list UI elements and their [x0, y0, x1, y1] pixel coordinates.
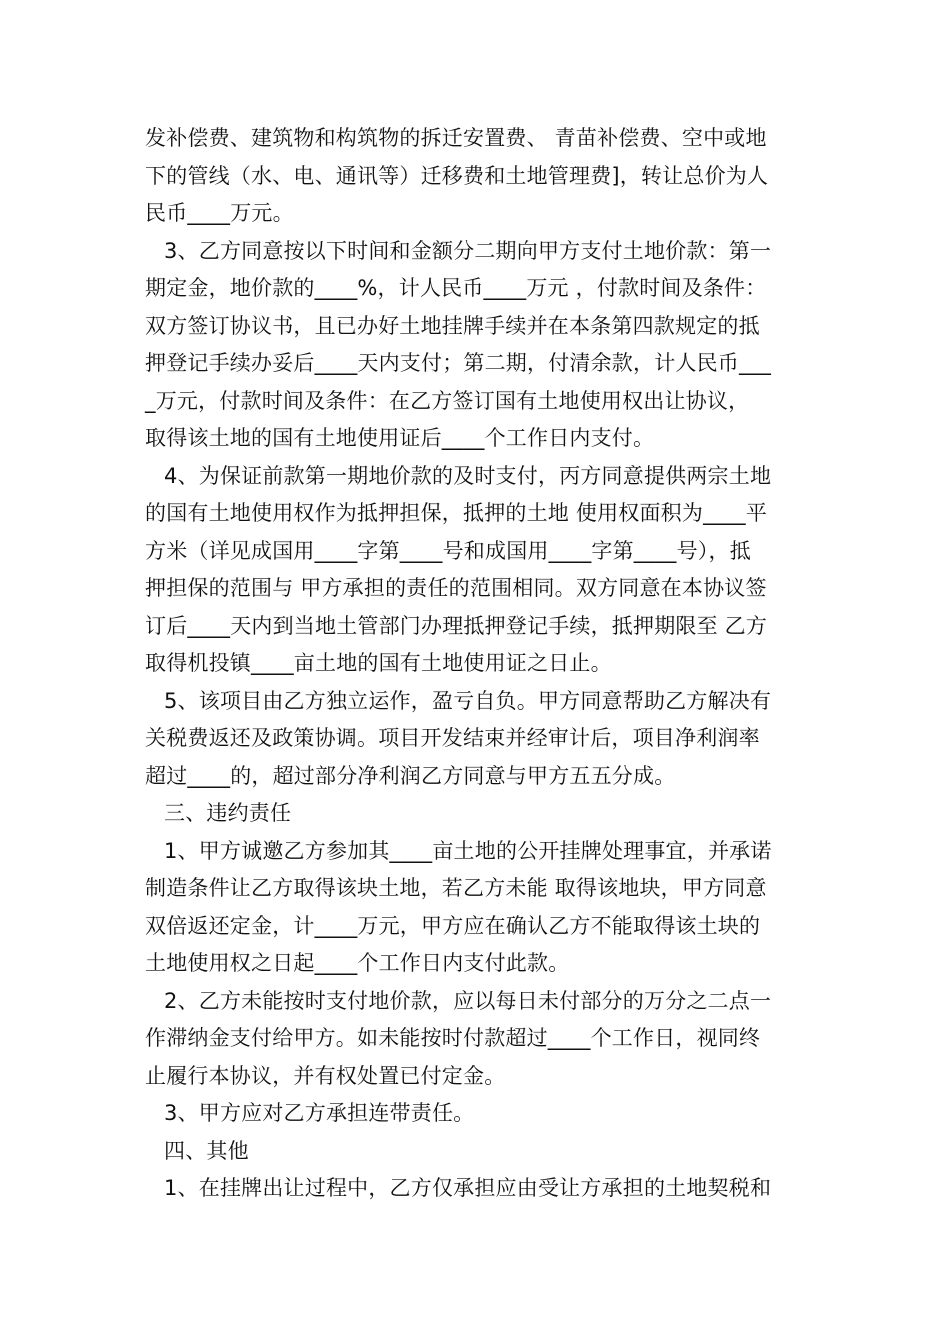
- text-line: 押担保的范围与 甲方承担的责任的范围相同。双方同意在本协议签: [145, 576, 767, 600]
- text-line: 订后____天内到当地土管部门办理抵押登记手续，抵押期限至 乙方: [145, 613, 768, 638]
- text-line: 1、在挂牌出让过程中，乙方仅承担应由受让方承担的土地契税和: [164, 1176, 772, 1200]
- text-line: 双方签订协议书，且已办好土地挂牌手续并在本条第四款规定的抵: [145, 313, 760, 338]
- text-line: _万元，付款时间及条件：在乙方签订国有土地使用权出让协议，: [145, 388, 750, 413]
- text-line: 2、乙方未能按时支付地价款，应以每日未付部分的万分之二点一: [164, 988, 772, 1013]
- section-heading: 三、违约责任: [164, 801, 292, 825]
- text-line: 方米（详见成国用____字第____号和成国用____字第____号），抵: [145, 538, 751, 563]
- text-line: 止履行本协议，并有权处置已付定金。: [145, 1063, 506, 1088]
- text-line: 双倍返还定金，计____万元，甲方应在确认乙方不能取得该土块的: [145, 913, 761, 938]
- text-line: 的国有土地使用权作为抵押担保，抵押的土地 使用权面积为____平: [145, 501, 768, 525]
- text-line: 作滞纳金支付给甲方。如未能按时付款超过____个工作日，视同终: [145, 1026, 761, 1050]
- text-line: 下的管线（水、电、通讯等）迁移费和土地管理费]，转让总价为人: [145, 163, 769, 188]
- text-line: 制造条件让乙方取得该块土地，若乙方未能 取得该地块，甲方同意: [145, 876, 767, 900]
- text-line: 土地使用权之日起____个工作日内支付此款。: [145, 951, 570, 975]
- text-line: 3、乙方同意按以下时间和金额分二期向甲方支付土地价款：第一: [164, 238, 772, 263]
- text-line: 3、甲方应对乙方承担连带责任。: [164, 1101, 475, 1125]
- text-line: 发补偿费、建筑物和构筑物的拆迁安置费、 青苗补偿费、空中或地: [145, 126, 767, 150]
- text-line: 4、为保证前款第一期地价款的及时支付，丙方同意提供两宗土地: [164, 463, 772, 488]
- text-line: 取得该土地的国有土地使用证后____个工作日内支付。: [145, 426, 655, 450]
- text-line: 5、该项目由乙方独立运作，盈亏自负。甲方同意帮助乙方解决有: [164, 688, 772, 713]
- text-line: 期定金，地价款的____%，计人民币____万元 ，付款时间及条件：: [145, 276, 767, 300]
- text-line: 民币____万元。: [145, 201, 294, 225]
- text-line: 1、甲方诚邀乙方参加其____亩土地的公开挂牌处理事宜，并承诺: [164, 838, 772, 863]
- document-body: [145, 120, 810, 1208]
- text-line: 超过____的，超过部分净利润乙方同意与甲方五五分成。: [145, 763, 676, 788]
- text-line: 关税费返还及政策协调。项目开发结束并经审计后，项目净利润率: [145, 726, 760, 750]
- text-line: 取得机投镇____亩土地的国有土地使用证之日止。: [145, 651, 612, 675]
- section-heading: 四、其他: [164, 1138, 249, 1163]
- text-line: 押登记手续办妥后____天内支付；第二期，付清余款，计人民币___: [145, 351, 772, 375]
